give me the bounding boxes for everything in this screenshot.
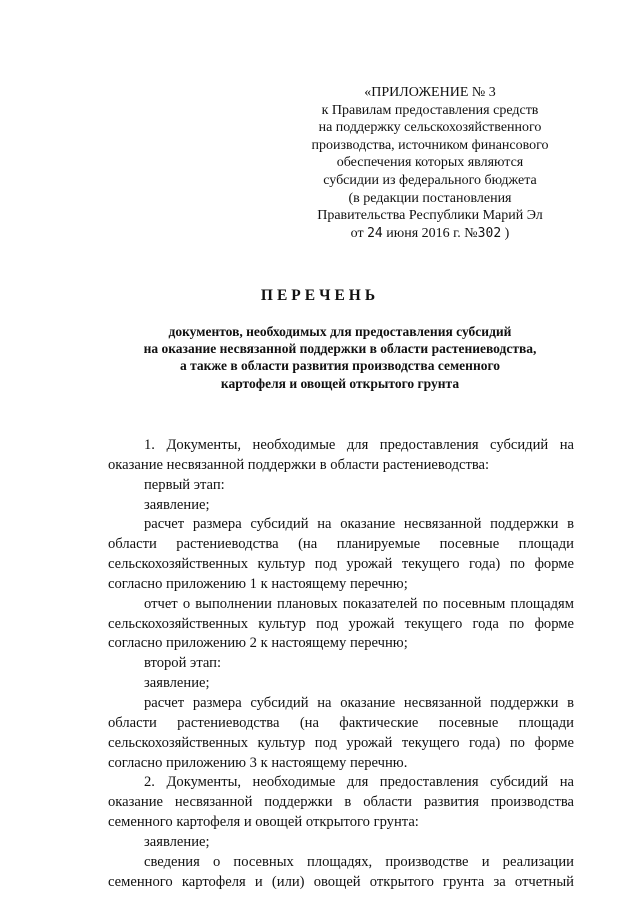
annex-line: (в редакции постановления [348,190,512,206]
annex-line: производства, источником финансового [311,137,549,153]
annex-date-line [300,225,560,243]
annex-line: на поддержку сельскохозяйственного [318,120,542,136]
annex-title: «ПРИЛОЖЕНИЕ № 3 [364,85,496,100]
paragraph: заявление; [144,675,210,692]
annex-header [300,84,560,242]
subtitle-line: на оказание несвязанной поддержки в области растениеводства, [143,341,537,357]
annex-line: Правительства Республики Марий Эл [317,208,543,224]
annex-line: субсидии из федерального бюджета [323,172,537,188]
subtitle-line: документов, необходимых для предоставления субсидий [168,324,512,339]
annex-line: к Правилам предоставления средств [321,102,539,118]
paragraph: второй этап: [144,655,222,672]
paragraph: сведения о посевных площадях, производстве и реализации семенного картофеля и (или) овощей открытого грунта за отчетный [108,853,574,890]
paragraph: 1. Документы, необходимые для предоставления субсидий на оказание несвязанной поддержки в области растениеводства: [108,437,574,473]
date-suffix: ) [504,225,510,241]
paragraph: расчет размера субсидий на оказание несвязанной поддержки в области растениеводства (на фактические посевные площади сельскохозяйственных культур под урожай текущего года) по форме согласно приложению 3 к настоящему перечню. [108,694,574,771]
paragraph: расчет размера субсидий на оказание несвязанной поддержки в области растениеводства (на планируемые посевные площади сельскохозяйственных культур под урожай текущего года) по форме согласно приложению 1 к настоящему перечню; [108,516,574,592]
paragraph: отчет о выполнении плановых показателей по посевным площадям сельскохозяйственных культур под урожай текущего года по форме согласно приложению 2 к настоящему перечню; [108,595,574,652]
paragraph: первый этап: [144,476,225,493]
document-body [108,436,574,892]
document-title: ПЕРЕЧЕНЬ [260,287,380,304]
paragraph: заявление; [144,496,210,513]
date-prefix: от [350,225,364,241]
paragraph: заявление; [144,833,210,850]
paragraph: 2. Документы, необходимые для предоставления субсидий на оказание несвязанной поддержки в области развития производства семенного картофеля и овощей открытого грунта: [108,774,574,831]
document-subtitle [100,323,580,392]
annex-line: обеспечения которых являются [336,155,524,171]
date-month-year: июня 2016 г. № [386,225,478,241]
subtitle-line: картофеля и овощей открытого грунта [220,375,460,391]
decree-number: 302 [477,225,502,241]
date-day: 24 [367,225,383,241]
subtitle-line: а также в области развития производства семенного [179,358,501,374]
